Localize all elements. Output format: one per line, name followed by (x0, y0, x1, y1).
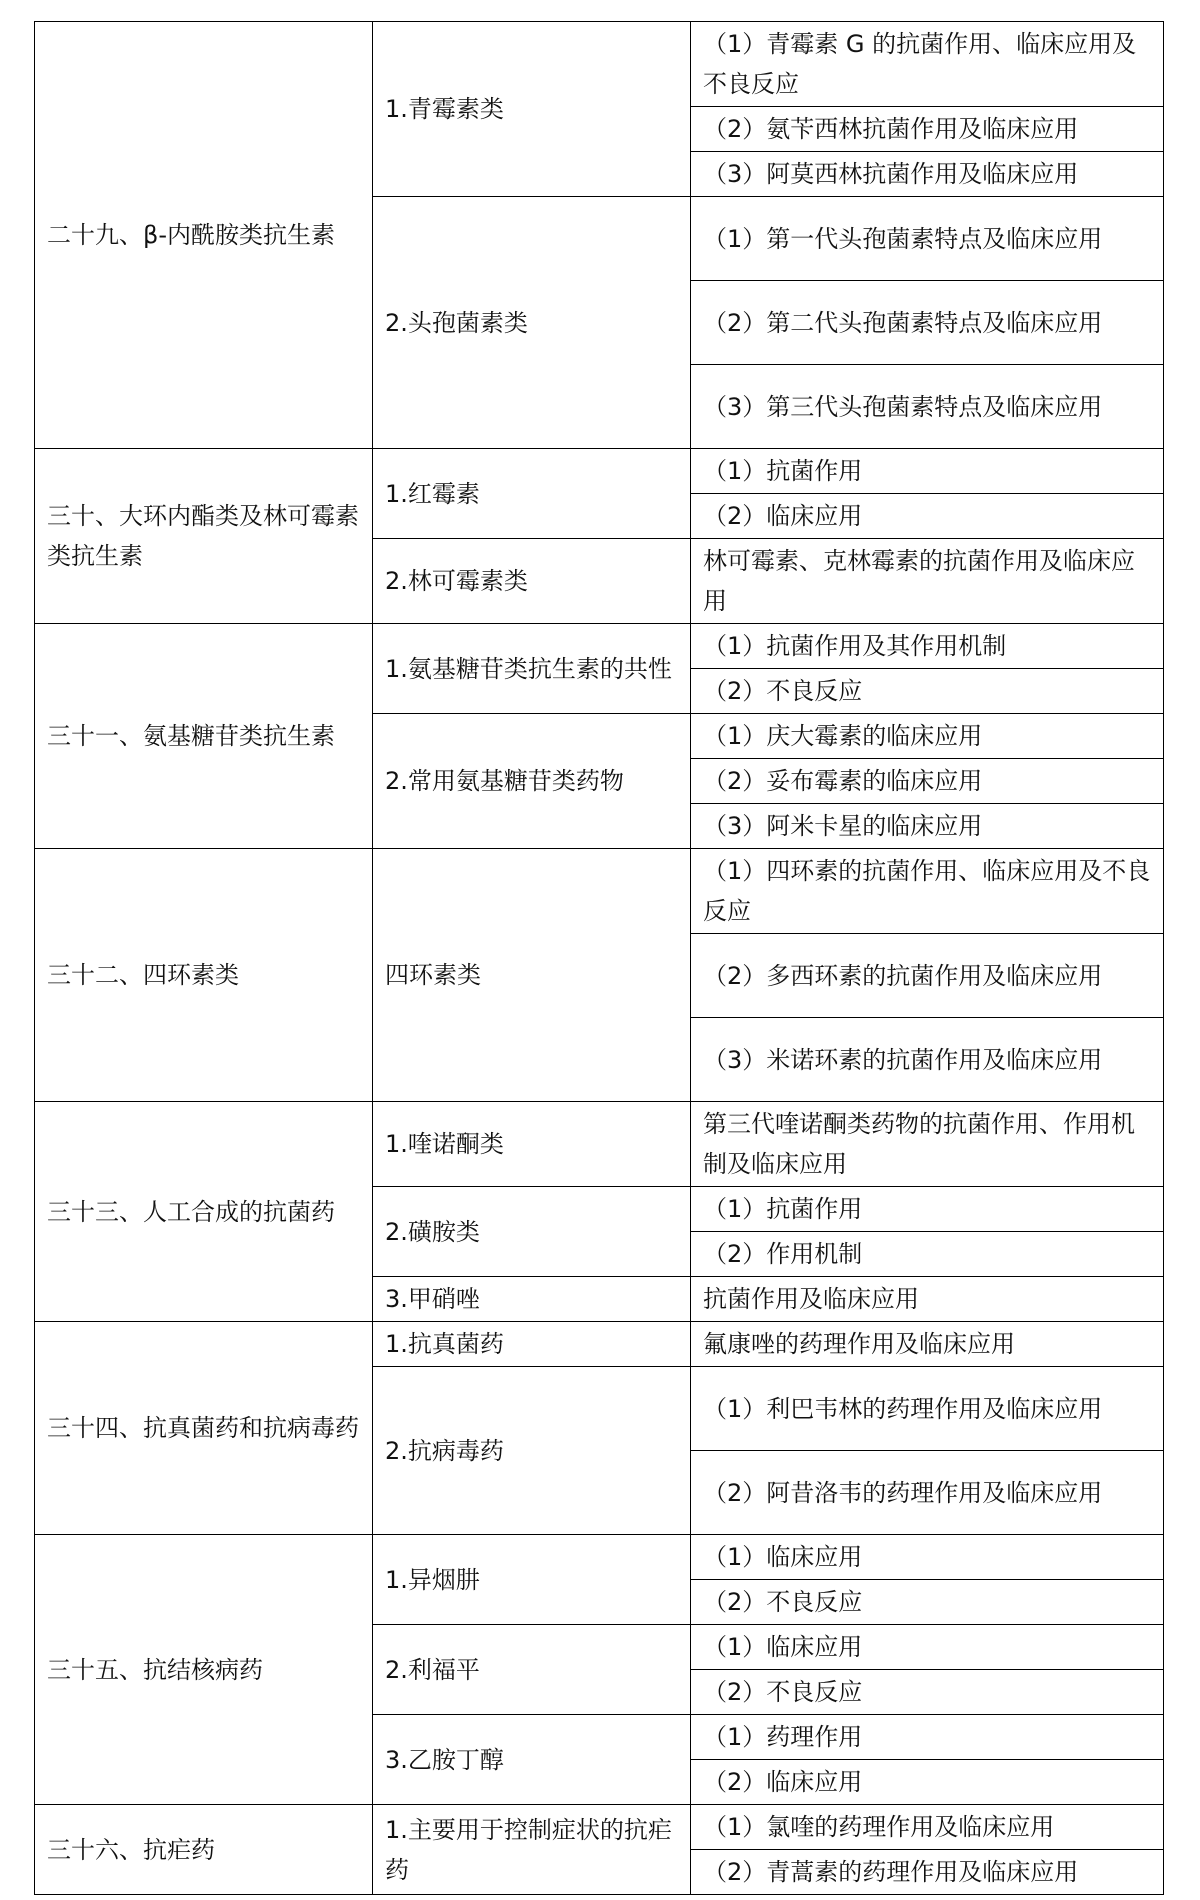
sub-topic: 1.青霉素类 (373, 22, 691, 197)
sub-topic: 2.磺胺类 (373, 1187, 691, 1277)
key-point: （2）妥布霉素的临床应用 (691, 759, 1164, 804)
table-row (35, 1322, 1164, 1367)
key-point: （1）临床应用 (691, 1625, 1164, 1670)
table-row (35, 22, 1164, 107)
unit-title: 二十九、β-内酰胺类抗生素 (35, 22, 373, 449)
syllabus-sheet (34, 21, 1163, 1886)
sub-topic: 1.氨基糖苷类抗生素的共性 (373, 624, 691, 714)
sub-topic: 2.抗病毒药 (373, 1367, 691, 1535)
key-point: 抗菌作用及临床应用 (691, 1277, 1164, 1322)
key-point: （1）抗菌作用 (691, 1187, 1164, 1232)
sub-topic: 1.主要用于控制症状的抗疟药 (373, 1805, 691, 1895)
key-point: （1）临床应用 (691, 1535, 1164, 1580)
key-point: （2）临床应用 (691, 1760, 1164, 1805)
key-point: 氟康唑的药理作用及临床应用 (691, 1322, 1164, 1367)
sub-topic: 2.利福平 (373, 1625, 691, 1715)
table-row (35, 624, 1164, 669)
key-point: （1）第一代头孢菌素特点及临床应用 (691, 197, 1164, 281)
key-point: （1）抗菌作用 (691, 449, 1164, 494)
key-point: （2）第二代头孢菌素特点及临床应用 (691, 281, 1164, 365)
sub-topic: 四环素类 (373, 849, 691, 1102)
key-point: （2）不良反应 (691, 1670, 1164, 1715)
sub-topic: 2.常用氨基糖苷类药物 (373, 714, 691, 849)
key-point: （2）阿昔洛韦的药理作用及临床应用 (691, 1451, 1164, 1535)
table-row (35, 849, 1164, 934)
unit-title: 三十五、抗结核病药 (35, 1535, 373, 1805)
key-point: 林可霉素、克林霉素的抗菌作用及临床应用 (691, 539, 1164, 624)
key-point: （1）四环素的抗菌作用、临床应用及不良反应 (691, 849, 1164, 934)
sub-topic: 1.红霉素 (373, 449, 691, 539)
table-row (35, 1535, 1164, 1580)
key-point: （1）利巴韦林的药理作用及临床应用 (691, 1367, 1164, 1451)
unit-title: 三十四、抗真菌药和抗病毒药 (35, 1322, 373, 1535)
key-point: （1）氯喹的药理作用及临床应用 (691, 1805, 1164, 1850)
sub-topic: 1.喹诺酮类 (373, 1102, 691, 1187)
key-point: （2）作用机制 (691, 1232, 1164, 1277)
key-point: （2）氨苄西林抗菌作用及临床应用 (691, 107, 1164, 152)
key-point: （2）多西环素的抗菌作用及临床应用 (691, 934, 1164, 1018)
key-point: （1）庆大霉素的临床应用 (691, 714, 1164, 759)
key-point: （2）不良反应 (691, 669, 1164, 714)
key-point: （1）抗菌作用及其作用机制 (691, 624, 1164, 669)
key-point: （3）米诺环素的抗菌作用及临床应用 (691, 1018, 1164, 1102)
sub-topic: 1.抗真菌药 (373, 1322, 691, 1367)
key-point: （2）不良反应 (691, 1580, 1164, 1625)
table-row (35, 1102, 1164, 1187)
unit-title: 三十三、人工合成的抗菌药 (35, 1102, 373, 1322)
table-row (35, 449, 1164, 494)
unit-title: 三十六、抗疟药 (35, 1805, 373, 1895)
sub-topic: 3.乙胺丁醇 (373, 1715, 691, 1805)
key-point: （1）药理作用 (691, 1715, 1164, 1760)
sub-topic: 2.头孢菌素类 (373, 197, 691, 449)
key-point: （1）青霉素 G 的抗菌作用、临床应用及不良反应 (691, 22, 1164, 107)
unit-title: 三十二、四环素类 (35, 849, 373, 1102)
key-point: （3）阿米卡星的临床应用 (691, 804, 1164, 849)
key-point: （2）临床应用 (691, 494, 1164, 539)
key-point: （3）第三代头孢菌素特点及临床应用 (691, 365, 1164, 449)
syllabus-table (34, 21, 1164, 1895)
sub-topic: 3.甲硝唑 (373, 1277, 691, 1322)
key-point: （3）阿莫西林抗菌作用及临床应用 (691, 152, 1164, 197)
key-point: （2）青蒿素的药理作用及临床应用 (691, 1850, 1164, 1895)
key-point: 第三代喹诺酮类药物的抗菌作用、作用机制及临床应用 (691, 1102, 1164, 1187)
sub-topic: 2.林可霉素类 (373, 539, 691, 624)
sub-topic: 1.异烟肼 (373, 1535, 691, 1625)
unit-title: 三十、大环内酯类及林可霉素类抗生素 (35, 449, 373, 624)
unit-title: 三十一、氨基糖苷类抗生素 (35, 624, 373, 849)
table-row (35, 1805, 1164, 1850)
